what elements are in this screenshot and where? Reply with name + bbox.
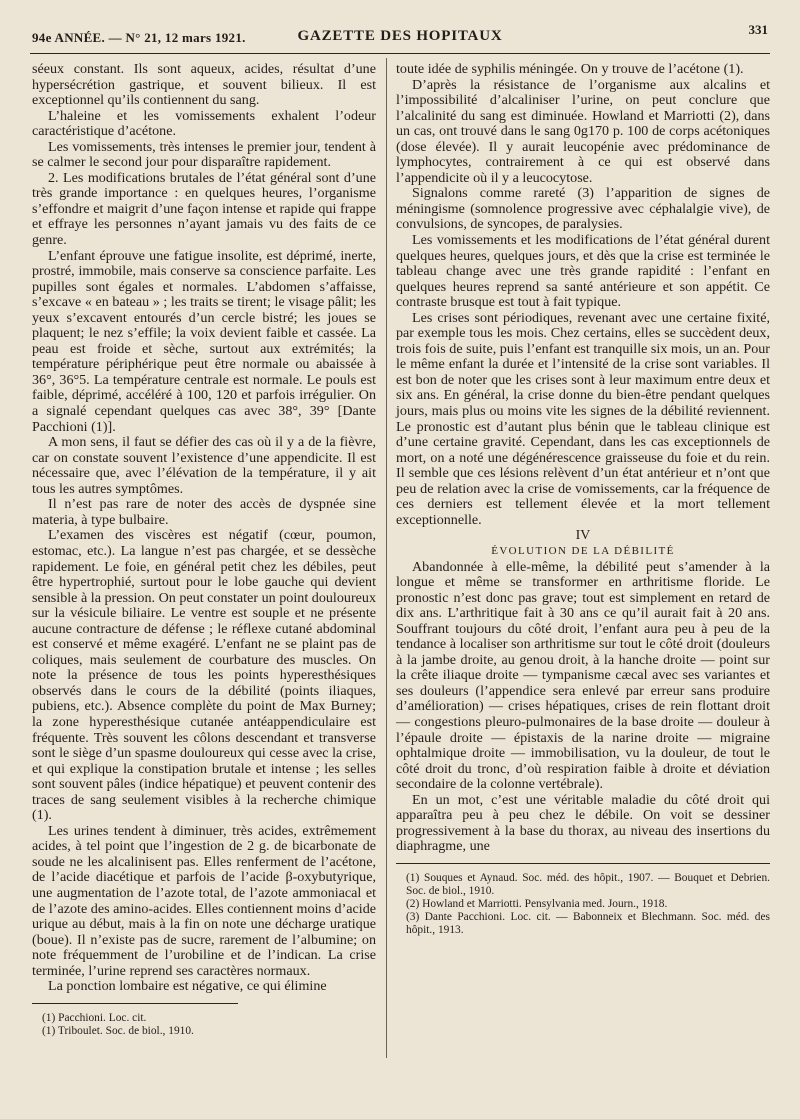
section-title: ÉVOLUTION DE LA DÉBILITÉ — [491, 544, 675, 557]
body-paragraph: 2. Les modifications brutales de l’état général sont d’une très grande importance : en quelques heures, l’organisme s’effondre et maigrit d’une façon intense et rapide qui frappe et effraye les personnes n’ayant jamais vu des faits de ce genre. — [32, 169, 376, 249]
body-paragraph: L’enfant éprouve une fatigue insolite, est déprimé, inerte, prostré, immobile, mais conserve sa conscience parfaite. Les pupilles sont égales et normales. L’abdomen s’affaisse, s’excave « en bateau » ; les traits se tirent; le visage pâlit; les yeux s’excavent entourés d’un cercle bistré; les joues se plaquent; le nez s’effile; la voix devient faible et cassée. La peau est froide et sèche, surtout aux extrémités; la température périphérique peut être normale ou abaissée à 36°, 36°5. La température centrale est normale. Le pouls est faible, déprimé, accéléré à 100, 120 et parfois irrégulier. On a signalé cependant quelques cas avec 38°, 39° [Dante Pacchioni (1)]. — [32, 247, 376, 435]
body-paragraph: L’haleine et les vomissements exhalent l’odeur caractéristique d’acétone. — [32, 107, 376, 140]
footnotes-left — [32, 1012, 376, 1038]
body-paragraph: Abandonnée à elle-même, la débilité peut s’amender à la longue et même se transformer en arthritisme floride. Le pronostic n’est donc pas grave; tout est simplement en retard de dix ans. L’arthritique fait à 30 ans ce qu’il aurait fait à 20 ans. Souffrant toujours du côté droit, l’enfant aura peu à peu de la tendance à localiser son arthritisme sur tout le côté droit (douleurs à la jambe droite, au genou droit, à la hanche droite — point sur la crête iliaque droite — tympanisme cæcal avec ses variantes et ses douleurs (l’appendice sera enlevé par erreur sans produire d’amélioration) — crises hépatiques, crises de rein flottant droit — congestions pleuro-pulmonaires de la base droite — douleur à l’épaule droite — épistaxis de la narine droite — migraine ophtalmique droite — immobilisation, vu la douleur, de tout le côté droit du tronc, d’où respiration faible à droite et déviation secondaire de la colonne vertébrale). — [396, 558, 770, 793]
body-paragraph: En un mot, c’est une véritable maladie du côté droit qui apparaîtra peu à peu chez le débile. On voit se dessiner progressivement à la base du thorax, au niveau des insertions du diaphragme, une — [396, 791, 770, 855]
body-paragraph: L’examen des viscères est négatif (cœur, poumon, estomac, etc.). La langue n’est pas chargée, et se dessèche rapidement. Le foie, en général petit chez les débiles, peut être hypertrophié, surtout pour le lobe gauche qui devient sensible à la pression. On peut constater un point douloureux sur la vésicule biliaire. Le ventre est souple et ne présente aucune contracture de défense ; le réflexe cutané abdominal est conservé et même exagéré. L’enfant ne se plaint pas de coliques, mais seulement de courbature des muscles. On note la présence de tous les points hyperesthésiques observés dans le cours de la débilité (points iliaques, pubiens, etc.). Absence complète du point de Max Burney; la zone hyperesthésique cutanée antéappendiculaire est fréquente. Très souvent les côlons descendant et transverse sont le siège d’un spasme douloureux qui cesse avec la crise, et qui explique la constipation brutale et intense ; les selles sont souvent pâles (indice hépatique) et peuvent contenir des traces de sang seulement visibles à la recherche chimique (1). — [32, 527, 376, 824]
section-number: IV — [575, 528, 591, 544]
body-paragraph: La ponction lombaire est négative, ce qui élimine — [48, 978, 327, 995]
footnote: (2) Howland et Marriotti. Pensylvania med. Journ., 1918. — [406, 897, 668, 910]
column-divider — [386, 58, 387, 1058]
footnote: (1) Pacchioni. Loc. cit. — [42, 1011, 147, 1024]
footnote: (1) Souques et Aynaud. Soc. méd. des hôpit., 1907. — Bouquet et Debrien. Soc. de biol., 1910. — [406, 871, 770, 897]
body-paragraph: A mon sens, il faut se défier des cas où il y a de la fièvre, car on constate souvent l’existence d’une appendicite. Il est nécessaire que, avec l’élévation de la température, il y ait tous les autres symptômes. — [32, 434, 376, 497]
journal-title: GAZETTE DES HOPITAUX — [297, 28, 503, 44]
issue-info: 94e ANNÉE. — N° 21, 12 mars 1921. — [32, 30, 246, 45]
footnotes-right — [396, 872, 770, 937]
footnote: (1) Triboulet. Soc. de biol., 1910. — [42, 1024, 194, 1037]
body-paragraph: Les urines tendent à diminuer, très acides, extrêmement acides, à tel point que l’ingestion de 2 g. de bicarbonate de soude ne les alcalinisent pas. Elles renferment de l’acétone, de l’acide diacétique et parfois de l’acide β-oxybutyrique, une augmentation de l’azote total, de l’azote ammoniacal et de l’azote des amino-acides. Elles contiennent moins d’acide urique au début, mais à la fin on note une décharge uratique (boue). Il n’existe pas de sucre, rarement de l’albumine; on note fréquemment de l’urobiline et de l’indican. La crise terminée, l’urine reprend ses caractères normaux. — [32, 822, 376, 979]
footnote-rule — [32, 1003, 238, 1004]
right-column — [396, 62, 770, 937]
body-paragraph: Les vomissements et les modifications de l’état général durent quelques heures, quelques jours, et dès que la crise est terminée le tableau change avec une très grande rapidité : l’enfant en quelques heures reprend sa santé antérieure et son appétit. Ce contraste brusque est tout à fait typique. — [396, 232, 770, 311]
body-paragraph: séeux constant. Ils sont aqueux, acides, résultat d’une hypersécrétion gastrique, et souvent bilieux. Il est exceptionnel qu’ils contiennent du sang. — [32, 61, 376, 109]
page-number: 331 — [748, 22, 768, 37]
footnote: (3) Dante Pacchioni. Loc. cit. — Babonneix et Blechmann. Soc. méd. des hôpit., 1913. — [406, 910, 770, 936]
body-paragraph: Les vomissements, très intenses le premier jour, tendent à se calmer le second jour pour disparaître rapidement. — [32, 138, 376, 171]
body-paragraph: D’après la résistance de l’organisme aux alcalins et l’impossibilité d’alcaliniser l’urine, on peut conclure que l’alcalinité du sang est diminuée. Howland et Marriotti (2), dans un cas, ont trouvé dans le sang 0g170 p. 100 de corps acétoniques (dose élevée). Il y aurait leucopénie avec prédominance de lymphocytes, contrairement à ce qui est observé dans l’appendicite où il y a leucocytose. — [396, 76, 770, 186]
body-paragraph: toute idée de syphilis méningée. On y trouve de l’acétone (1). — [396, 61, 744, 77]
header-rule — [30, 53, 770, 54]
body-paragraph: Il n’est pas rare de noter des accès de dyspnée sine materia, à type bulbaire. — [32, 496, 376, 528]
page-header — [30, 22, 770, 48]
body-paragraph: Les crises sont périodiques, revenant avec une certaine fixité, par exemple tous les mois. Chez certains, elles se succèdent deux, trois fois de suite, puis l’enfant est tranquille six mois, un an. Pour le même enfant la durée et l’intensité de la crise sont variables. Il est bon de noter que les crises sont à leur maximum entre deux et six ans. En général, la crise donne du bien-être pendant quelques jours, mais plus ou moins vite les signes de la débilité reviennent. Le pronostic est d’autant plus bénin que le tableau clinique est d’une certaine gravité. Cependant, dans les cas exceptionnels de mort, on a noté une dégénérescence graisseuse du foie et du rein. Il semble que ces lésions relèvent d’un état antérieur et n’ont que peu de relation avec la crise de vomissements, car la fréquence de ces derniers est tellement élevée et la mort tellement exceptionnelle. — [396, 309, 770, 528]
body-paragraph: Signalons comme rareté (3) l’apparition de signes de méningisme (somnolence progressive avec céphalalgie vive), de convulsions, de syncopes, de paralysies. — [396, 185, 770, 233]
left-column — [32, 62, 376, 1038]
footnote-rule — [396, 863, 770, 864]
